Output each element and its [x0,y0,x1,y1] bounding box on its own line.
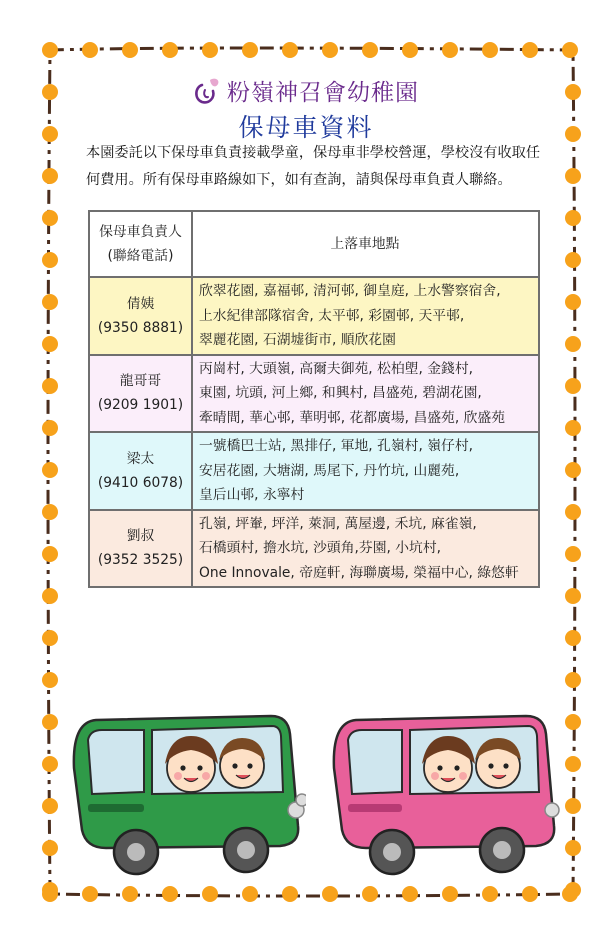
person-cell [89,277,192,355]
school-logo-icon [193,77,223,111]
border-dot [42,378,58,394]
border-dot [565,252,581,268]
bus-route-table [88,210,540,588]
table-row [89,510,539,588]
border-dot [42,756,58,772]
border-dot [565,546,581,562]
person-name: 劉叔 [126,528,155,545]
route-cell [192,355,539,433]
border-dot [42,546,58,562]
border-dot [242,42,258,58]
border-dot [162,42,178,58]
border-dot [42,882,58,898]
route-line: 上水紀律部隊宿舍, 太平邨, 彩園邨, 天平邨, [199,307,465,324]
border-dot [402,42,418,58]
route-line: 石橋頭村, 擔水坑, 沙頭角,芬園, 小坑村, [199,540,442,556]
route-line: 東園, 坑頭, 河上鄉, 和興村, 昌盛苑, 碧湖花園, [199,385,482,401]
person-cell [89,355,192,433]
school-name-heading [0,74,612,111]
school-name: 粉嶺神召會幼稚園 [227,80,419,106]
border-dot [565,798,581,814]
border-dot [565,378,581,394]
route-line: One Innovale, 帝庭軒, 海聯廣場, 榮福中心, 綠悠軒 [199,564,519,581]
border-dot [442,42,458,58]
border-dot [42,42,58,58]
person-phone: (9350 8881) [97,319,184,336]
page-title: 保母車資料 [238,113,374,142]
route-line: 丙崗村, 大頭嶺, 高爾夫御苑, 松柏塱, 金錢村, [199,360,474,377]
border-dot [565,714,581,730]
border-dot [42,210,58,226]
person-cell [89,432,192,510]
border-dot [42,294,58,310]
border-dot [82,42,98,58]
border-dot [42,462,58,478]
route-cell [192,432,539,510]
border-dot [565,840,581,856]
border-dot [42,630,58,646]
border-dot [565,210,581,226]
border-dot [322,42,338,58]
intro-line: 本園委託以下保母車負責接載學童，保母車非學校營運，學校沒有收取任 [86,145,541,161]
border-dot [42,588,58,604]
person-name: 倩姨 [126,295,155,312]
border-dot [565,756,581,772]
border-dot [522,42,538,58]
border-dot [42,336,58,352]
route-line: 欣翠花園, 嘉福邨, 清河邨, 御皇庭, 上水警察宿舍, [199,283,501,299]
border-dot [565,420,581,436]
border-dot [122,42,138,58]
border-dot [565,588,581,604]
border-dot [42,798,58,814]
border-dot [565,294,581,310]
border-dot [565,672,581,688]
route-line: 孔嶺, 坪輋, 坪洋, 萊洞, 萬屋邊, 禾坑, 麻雀嶺, [199,515,477,532]
border-dot [42,504,58,520]
border-dot [565,504,581,520]
border-dot [42,672,58,688]
border-dot [565,630,581,646]
person-phone: (9410 6078) [97,474,184,491]
border-dot [565,336,581,352]
border-dot [565,462,581,478]
border-dot [42,252,58,268]
table-header-row [89,211,539,277]
table-row [89,432,539,510]
border-dot [42,420,58,436]
person-name: 梁太 [126,450,155,467]
pink-bus-illustration [326,708,564,890]
header-person-label: 保母車負責人 [99,224,182,240]
border-dot [42,714,58,730]
header-person-cell [89,211,192,277]
border-dot [362,42,378,58]
person-phone: (9209 1901) [97,397,184,414]
header-route-cell: 上落車地點 [192,211,539,277]
green-bus-illustration [66,708,306,890]
table-row [89,355,539,433]
person-name: 龍哥哥 [119,373,162,390]
route-cell [192,277,539,355]
intro-paragraph [86,140,556,194]
border-dot [202,42,218,58]
route-line: 牽晴間, 華心邨, 華明邨, 花都廣場, 昌盛苑, 欣盛苑 [199,409,505,426]
header-phone-label: (聯絡電話) [107,248,174,264]
border-dot [565,168,581,184]
border-dot [42,168,58,184]
person-phone: (9352 3525) [97,552,184,569]
table-row [89,277,539,355]
border-dot [482,42,498,58]
route-line: 一號橋巴士站, 黑排仔, 軍地, 孔嶺村, 嶺仔村, [199,438,474,454]
border-dot [42,840,58,856]
border-dot [562,42,578,58]
route-line: 翠麗花園, 石湖墟街市, 順欣花園 [199,332,396,348]
route-line: 皇后山邨, 永寧村 [199,487,305,503]
route-cell [192,510,539,588]
border-dot [282,42,298,58]
border-dot [565,882,581,898]
person-cell [89,510,192,588]
intro-line: 何費用。所有保母車路線如下，如有查詢，請與保母車負責人聯絡。 [86,172,512,188]
route-line: 安居花園, 大塘湖, 馬尾下, 丹竹坑, 山麗苑, [199,462,460,479]
